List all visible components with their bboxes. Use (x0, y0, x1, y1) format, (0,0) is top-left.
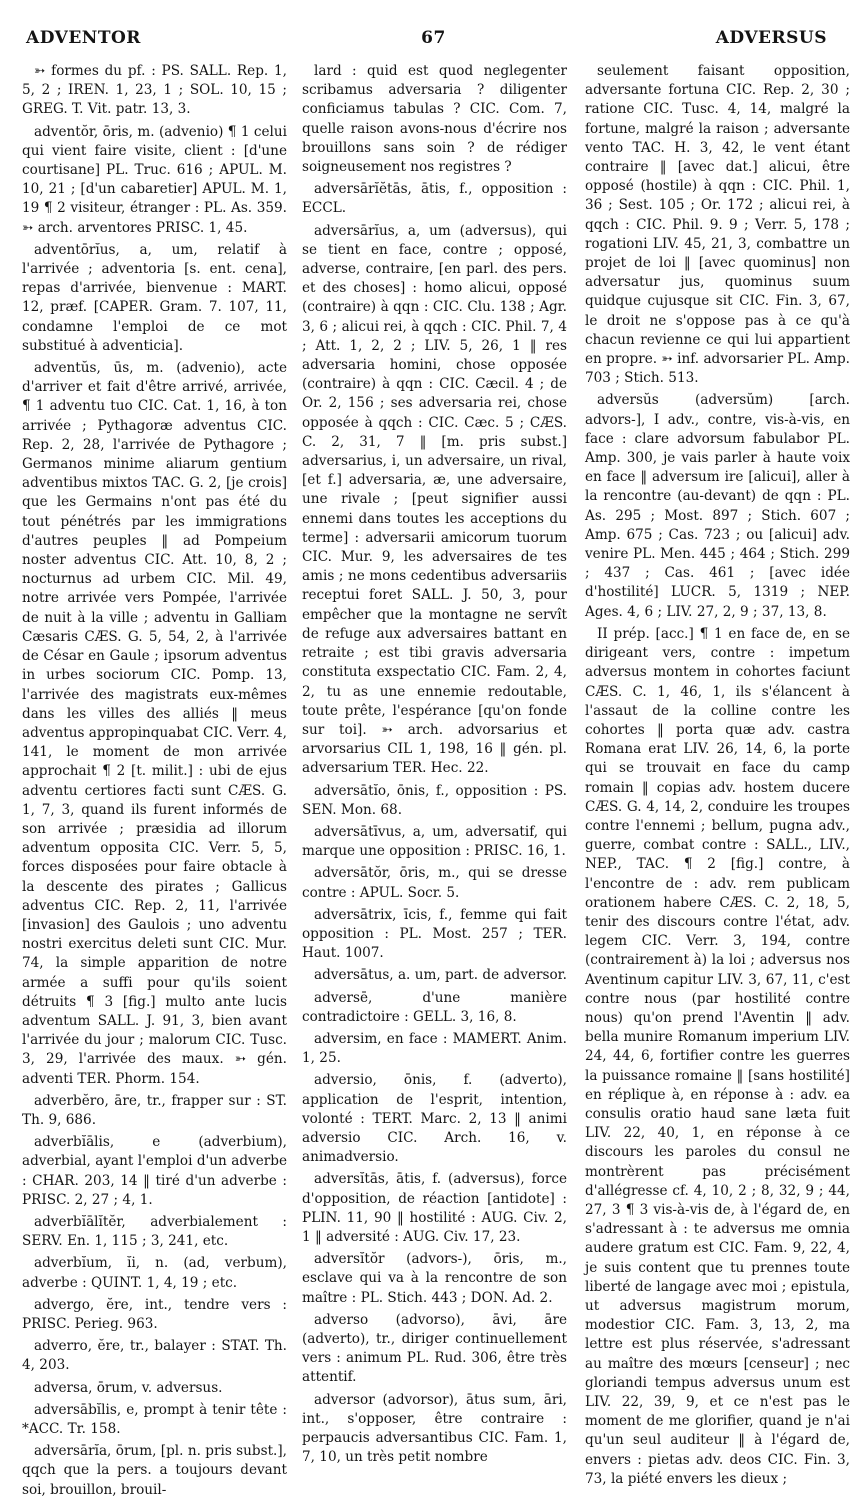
dictionary-entry: adversor (advorsor), ātus sum, āri, int., s'opposer, être contraire : perpaucis adversantibus CIC. Fam. 1, 7, 10, un très petit nombre (302, 1391, 567, 1466)
running-head-right: ADVERSUS (715, 28, 827, 48)
dictionary-entry: seulement faisant opposition, adversante fortuna CIC. Rep. 2, 30 ; ratione CIC. Tusc. 4, 14, malgré la fortune, malgré la raison ; adversante vento TAC. H. 3, 42, le vent étant contraire ‖ [avec dat.] alicui, être opposé (hostile) à qqn : CIC. Phil. 1, 36 ; Sest. 105 ; Or. 172 ; alicui rei, à qqch : CIC. Phil. 9. 9 ; Verr. 5, 178 ; rogationi LIV. 45, 21, 3, combattre un projet de loi ‖ [avec quominus] non adversatur jus, quominus suum quidque cujusque sit CIC. Fin. 3, 67, le droit ne s'oppose pas à ce qu'à chacun revienne ce qui lui appartient en propre. ➳ inf. advorsarier PL. Amp. 703 ; Stich. 513. (585, 63, 850, 387)
dictionary-entry: adversa, ōrum, v. adversus. (34, 1379, 223, 1396)
dictionary-entry: II prép. [acc.] ¶ 1 en face de, en se dirigeant vers, contre : impetum adversus montem in cohortes faciunt CÆS. C. 1, 46, 1, ils s'élancent à l'assaut de la colline contre les cohortes ‖ porta quæ adv. castra Romana erat LIV. 26, 14, 6, la porte qui se trouvait en face du camp romain ‖ copias adv. hostem ducere CÆS. G. 4, 14, 2, conduire les troupes contre l'ennemi ; bellum, pugna adv., guerre, combat contre : SALL., LIV., NEP., TAC. ¶ 2 [fig.] contre, à l'encontre de : adv. rem publicam orationem habere CÆS. C. 2, 18, 5, tenir des discours contre l'état, adv. legem CIC. Verr. 3, 194, contre (contrairement à) la loi ; adversus nos Aventinum capitur LIV. 3, 67, 11, c'est contre nous (par hostilité contre nous) qu'on prend l'Aventin ‖ adv. bella munire Romanum imperium LIV. 24, 44, 6, fortifier contre les guerres la puissance romaine ‖ [sans hostilité] en réplique à, en réponse à : adv. ea consulis oratio haud sane læta fuit LIV. 22, 40, 1, en réponse à ce discours les paroles du consul ne montrèrent pas précisément d'allégresse cf. 4, 10, 2 ; 8, 32, 9 ; 44, 27, 3 ¶ 3 vis-à-vis de, à l'égard de, en s'adressant à : te adversus me omnia audere gratum est CIC. Fam. 9, 22, 4, je suis content que tu prennes toute liberté de langage avec moi ; epistula, ut adversus magistrum morum, modestior CIC. Fam. 3, 13, 2, ma lettre est plus réservée, s'adressant au maître des mœurs [censeur] ; nec gloriandi tempus adversus unum est LIV. 22, 39, 9, et ce n'est pas le moment de me glorifier, quand je n'ai qu'un seul auditeur ‖ à l'égard de, envers : pietas adv. deos CIC. Fin. 3, 73, la piété envers les dieux ; (585, 625, 850, 1487)
dictionary-entry: adventŭs, ūs, m. (advenio), acte d'arriver et fait d'être arrivé, arrivée, ¶ 1 adventu tuo CIC. Cat. 1, 16, à ton arrivée ; Pythagoræ adventus CIC. Rep. 2, 28, l'arrivée de Pythagore ; Germanos minime aliarum gentium adventibus mixtos TAC. G. 2, [je crois] que les Germains n'ont pas été du tout pénétrés par les immigrations d'autres peuples ‖ ad Pompeium noster adventus CIC. Att. 10, 8, 2 ; nocturnus ad urbem CIC. Mil. 49, notre arrivée vers Pompée, l'arrivée de nuit à la ville ; adventu in Galliam Cæsaris CÆS. G. 5, 54, 2, à l'arrivée de César en Gaule ; ipsorum adventus in urbes sociorum CIC. Pomp. 13, l'arrivée des magistrats eux-mêmes dans les villes des alliés ‖ meus adventus appropinquabat CIC. Verr. 4, 141, le moment de mon arrivée approchait ¶ 2 [t. milit.] : ubi de ejus adventu certiores facti sunt CÆS. G. 1, 7, 3, quand ils furent informés de son arrivée ; præsidia ad illorum adventum opposita CIC. Verr. 5, 5, forces disposées pour faire obtacle à la descente des pirates ; Gallicus adventus CIC. Rep. 2, 11, l'arrivée [invasion] des Gaulois ; uno adventu nostri exercitus deleti sunt CIC. Mur. 74, la simple apparition de notre armée a suffi pour qu'ils soient détruits ¶ 3 [fig.] multo ante lucis adventum SALL. J. 91, 3, bien avant l'arrivée du jour ; malorum CIC. Tusc. 3, 29, l'arrivée des maux. ➳ gén. adventi TER. Phorm. 154. (22, 360, 288, 1087)
dictionary-entry: adverso (advorso), āvi, āre (adverto), tr., diriger continuellement vers : animum PL. Rud. 306, être très attentif. (302, 1311, 567, 1386)
dictionary-entry: adverbĭālis, e (adverbium), adverbial, ayant l'emploi d'un adverbe : CHAR. 203, 14 ‖ tiré d'un adverbe : PRISC. 2, 27 ; 4, 1. (22, 1134, 287, 1208)
dictionary-entry: adversātrix, īcis, f., femme qui fait opposition : PL. Most. 257 ; TER. Haut. 1007. (302, 906, 567, 962)
running-head-left: ADVENTOR (26, 28, 141, 48)
dictionary-entry: adverbĭum, ĭi, n. (ad, verbum), adverbe : QUINT. 1, 4, 19 ; etc. (22, 1255, 287, 1291)
page-number: 67 (421, 28, 446, 48)
dictionary-entry: adverro, ĕre, tr., balayer : STAT. Th. 4, 203. (22, 1338, 287, 1374)
dictionary-entry: adversārĭa, ōrum, [pl. n. pris subst.], qqch que la pers. a toujours devant soi, brouillon, brouil- (22, 1443, 287, 1498)
dictionary-entry: adventŏr, ōris, m. (advenio) ¶ 1 celui qui vient faire visite, client : [d'une courtisane] PL. Truc. 616 ; APUL. M. 10, 21 ; [d'un cabaretier] APUL. M. 1, 19 ¶ 2 visiteur, étranger : PL. As. 359. ➳ arch. arventores PRISC. 1, 45. (22, 123, 287, 236)
dictionary-entry: adverbĕro, āre, tr., frapper sur : ST. Th. 9, 686. (22, 1092, 287, 1128)
dictionary-columns (22, 62, 850, 1498)
dictionary-entry: adversātŏr, ōris, m., qui se dresse contre : APUL. Socr. 5. (302, 865, 567, 901)
dictionary-entry: adversārĭĕtās, ātis, f., opposition : ECCL. (302, 181, 567, 217)
dictionary-entry: adversātĭo, ōnis, f., opposition : PS. SEN. Mon. 68. (302, 782, 567, 818)
dictionary-entry: adventōrĭus, a, um, relatif à l'arrivée ; adventoria [s. ent. cena], repas d'arrivée, bienvenue : MART. 12, præf. [CAPER. Gram. 7. 107, 11, condamne l'emploi de ce mot substitué à adventicia]. (22, 241, 287, 354)
column-3 (585, 62, 850, 1487)
dictionary-entry: adversŭs (adversŭm) [arch. advors-], I adv., contre, vis-à-vis, en face : clare advorsum fabulabor PL. Amp. 300, je vais parler à haute voix en face ‖ adversum ire [alicui], aller à la rencontre (au-devant) de qqn : PL. As. 295 ; Most. 897 ; Stich. 607 ; Amp. 675 ; Cas. 723 ; ou [alicui] adv. venire PL. Men. 445 ; 464 ; Stich. 299 ; 437 ; Cas. 461 ; [avec idée d'hostilité] LUCR. 5, 1319 ; NEP. Ages. 4, 6 ; LIV. 27, 2, 9 ; 37, 13, 8. (585, 392, 850, 620)
dictionary-entry: ➳ formes du pf. : PS. SALL. Rep. 1, 5, 2 ; IREN. 1, 23, 1 ; SOL. 10, 15 ; GREG. T. Vit. patr. 13, 3. (22, 63, 287, 118)
dictionary-entry: adverbĭālĭtĕr, adverbialement : SERV. En. 1, 115 ; 3, 241, etc. (22, 1213, 287, 1250)
dictionary-entry: adversio, ōnis, f. (adverto), application de l'esprit, intention, volonté : TERT. Marc. 2, 13 ‖ animi adversio CIC. Arch. 16, v. animadversio. (302, 1072, 567, 1166)
dictionary-entry: lard : quid est quod neglegenter scribamus adversaria ? diligenter conficiamus tabulas ? CIC. Com. 7, quelle raison avons-nous d'écrire nos brouillons sans soin ? de rédiger soigneusement nos registres ? (302, 63, 567, 176)
dictionary-entry: adversātus, a. um, part. de adversor. (314, 967, 567, 984)
dictionary-entry: adversĭtŏr (advors-), ōris, m., esclave qui va à la rencontre de son maître : PL. Stich. 443 ; DON. Ad. 2. (302, 1251, 567, 1306)
page-header (0, 22, 867, 52)
dictionary-entry: adversē, d'une manière contradictoire : GELL. 3, 16, 8. (302, 989, 567, 1025)
column-1 (22, 62, 288, 1498)
dictionary-entry: adversābĭlis, e, prompt à tenir tête : *ACC. Tr. 158. (22, 1401, 287, 1438)
dictionary-entry: adversārĭus, a, um (adversus), qui se tient en face, contre ; opposé, adverse, contraire, [en parl. des pers. et des choses] : homo alicui, opposé (contraire) à qqn : CIC. Clu. 138 ; Agr. 3, 6 ; alicui rei, à qqch : CIC. Phil. 7, 4 ; Att. 1, 2, 2 ; LIV. 5, 26, 1 ‖ res adversaria homini, chose opposée (contraire) à qqn : CIC. Cæcil. 4 ; de Or. 2, 156 ; ses adversaria rei, chose opposée à qqch : CIC. Cæc. 5 ; CÆS. C. 2, 31, 7 ‖ [m. pris subst.] adversarius, i, un adversaire, un rival, [et f.] adversaria, æ, une adversaire, une rivale ; [peut signifier aussi ennemi dans toutes les acceptions du terme] : adversarii amicorum tuorum CIC. Mur. 9, les adversaires de tes amis ; ne mons cedentibus adversariis receptui foret SALL. J. 50, 3, pour empêcher que la montagne ne servît de refuge aux adversaires battant en retraite ; est tibi gravis adversaria constituta exspectatio CIC. Fam. 2, 4, 2, tu as une ennemie redoutable, toute prête, l'espérance [qu'on fonde sur toi]. ➳ arch. advorsarius et arvorsarius CIL 1, 198, 16 ‖ gén. pl. adversarium TER. Hec. 22. (302, 222, 567, 777)
dictionary-entry: advergo, ĕre, int., tendre vers : PRISC. Perieg. 963. (22, 1296, 287, 1332)
dictionary-entry: adversĭtās, ātis, f. (adversus), force d'opposition, de réaction [antidote] : PLIN. 11, 90 ‖ hostilité : AUG. Civ. 2, 1 ‖ adversité : AUG. Civ. 17, 23. (302, 1171, 567, 1245)
dictionary-entry: adversātīvus, a, um, adversatif, qui marque une opposition : PRISC. 16, 1. (302, 823, 567, 860)
column-2 (302, 62, 567, 1466)
dictionary-entry: adversim, en face : MAMERT. Anim. 1, 25. (302, 1030, 567, 1067)
